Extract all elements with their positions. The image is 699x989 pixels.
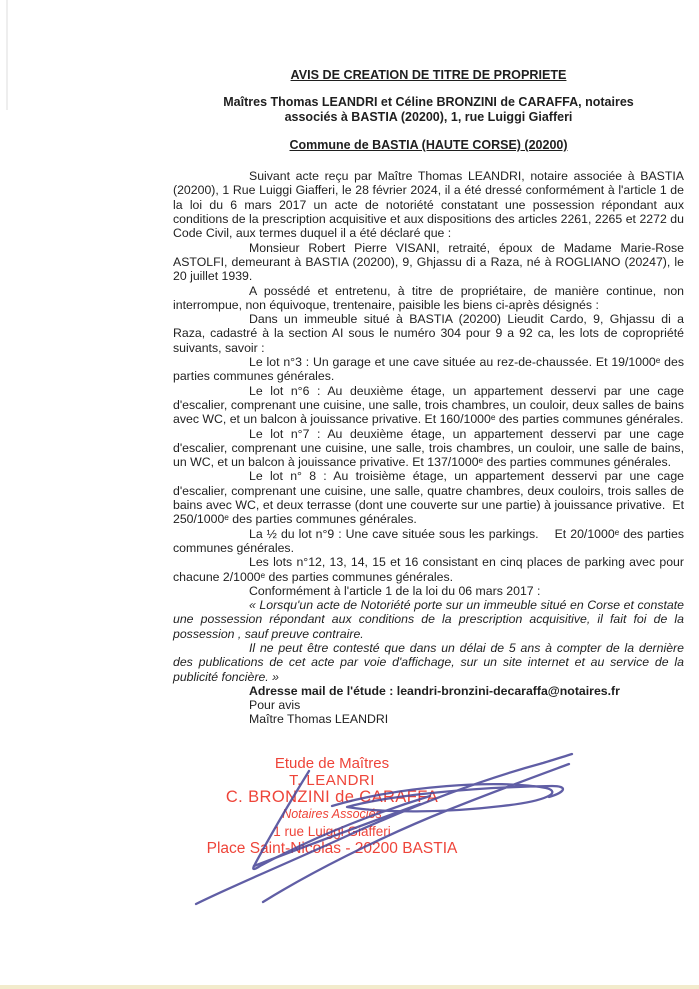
stamp-line-etude: Etude de Maîtres xyxy=(274,755,390,772)
paragraph-monsieur-visani: Monsieur Robert Pierre VISANI, retraité, époux de Madame Marie-Rose ASTOLFI, demeurant à BASTIA (20200), 9, Ghjassu di a Raza, né à ROGLIANO (20247), le 20 juillet 1939. xyxy=(173,240,688,284)
commune-heading: Commune de BASTIA (HAUTE CORSE) (20200) xyxy=(289,137,568,152)
scan-artifact-left-edge xyxy=(6,0,8,110)
stamp-line-leandri: T. LEANDRI xyxy=(289,772,375,789)
handwritten-signature-ink xyxy=(175,740,585,920)
notaires-heading-line2: associés à BASTIA (20200), 1, rue Luiggi Giafferi xyxy=(284,109,573,124)
notaires-heading-line1: Maîtres Thomas LEANDRI et Céline BRONZINI de CARAFFA, notaires xyxy=(223,95,634,110)
stamp-line-notaires-associes: Notaires Associés xyxy=(282,807,382,821)
paragraph-lot-8: Le lot n° 8 : Au troisième étage, un appartement desservi par une cage d'escalier, comprenant une cuisine, une salle, quatre chambres, deux couloirs, trois salles de bains avec WC, et deux terrasse (dont une couverte sur une partie) à jouissance privative. Et 250/1000ᵉ des parties communes générales. xyxy=(173,469,688,527)
paragraph-lot-7: Le lot n°7 : Au deuxième étage, un appartement desservi par une cage d'escalier, comprenant une cuisine, une salle, trois chambres, un couloir, une salle de bains, un WC, et un balcon à jouissance privative. Et 137/1000ᵉ des parties communes générales. xyxy=(173,426,688,470)
notaires-heading xyxy=(173,95,684,124)
paragraph-possede-entretenu: A possédé et entretenu, à titre de propriétaire, de manière continue, non interrompue, non équivoque, trentenaire, paisible les biens ci-après désignés : xyxy=(173,283,688,312)
signatory-name: Maître Thomas LEANDRI xyxy=(249,712,389,727)
signature-strokes xyxy=(196,754,572,904)
paragraph-immeuble: Dans un immeuble situé à BASTIA (20200) Lieudit Cardo, 9, Ghjassu di a Raza, cadastré à la section AI sous le numéro 304 pour 9 a 92 ca, les lots de copropriété suivants, savoir : xyxy=(173,312,688,355)
document-body xyxy=(173,68,688,727)
paragraph-acte-recu: Suivant acte reçu par Maître Thomas LEANDRI, notaire associée à BASTIA (20200), 1 Rue Luiggi Giafferi, le 28 février 2024, il a été dressé conformément à l'article 1 de la loi du 6 mars 2017 un acte de notoriété constatant une possession répondant aux conditions de la prescription acquisitive et aux dispositions des articles 2261, 2265 et 2272 du Code Civil, aux termes duquel il a été déclaré que : xyxy=(173,169,688,241)
legal-quote-paragraph-1: « Lorsqu'un acte de Notoriété porte sur un immeuble situé en Corse et constate une possession répondant aux conditions de la prescription acquisitive, il fait foi de la possession , sauf preuve contraire. xyxy=(173,598,688,641)
pour-avis-line: Pour avis xyxy=(249,698,301,713)
legal-quote-paragraph-2: Il ne peut être contesté que dans un délai de 5 ans à compter de la dernière des publications de cet acte par voie d'affichage, sur un site internet et au service de la publicité foncière. » xyxy=(173,640,688,684)
legal-intro: Conformément à l'article 1 de la loi du 06 mars 2017 : xyxy=(249,583,541,598)
paragraph-demi-lot-9: La ½ du lot n°9 : Une cave située sous les parkings. Et 20/1000ᵉ des parties communes générales. xyxy=(173,526,688,555)
paragraph-lot-3: Le lot n°3 : Un garage et une cave située au rez-de-chaussée. Et 19/1000ᵉ des parties communes générales. xyxy=(173,355,688,384)
stamp-line-rue: 1 rue Luiggi Giafferi xyxy=(273,824,391,839)
paragraph-lots-parking: Les lots n°12, 13, 14, 15 et 16 consistant en cinq places de parking avec pour chacune 2/1000ᵉ des parties communes générales. xyxy=(173,555,688,584)
stamp-line-bronzini: C. BRONZINI de CARAFFA xyxy=(225,788,439,806)
etude-email-line: Adresse mail de l'étude : leandri-bronzini-decaraffa@notaires.fr xyxy=(249,683,620,698)
stamp-line-place: Place Saint-Nicolas - 20200 BASTIA xyxy=(206,840,458,857)
paragraph-lot-6: Le lot n°6 : Au deuxième étage, un appartement desservi par une cage d'escalier, comprenant une cuisine, une salle, trois chambres, un couloir, deux salles de bains avec WC, et un balcon à jouissance privative. Et 160/1000ᵉ des parties communes générales. xyxy=(173,383,688,427)
document-title: AVIS DE CREATION DE TITRE DE PROPRIETE xyxy=(290,68,567,82)
scan-artifact-bottom-edge xyxy=(0,985,699,989)
